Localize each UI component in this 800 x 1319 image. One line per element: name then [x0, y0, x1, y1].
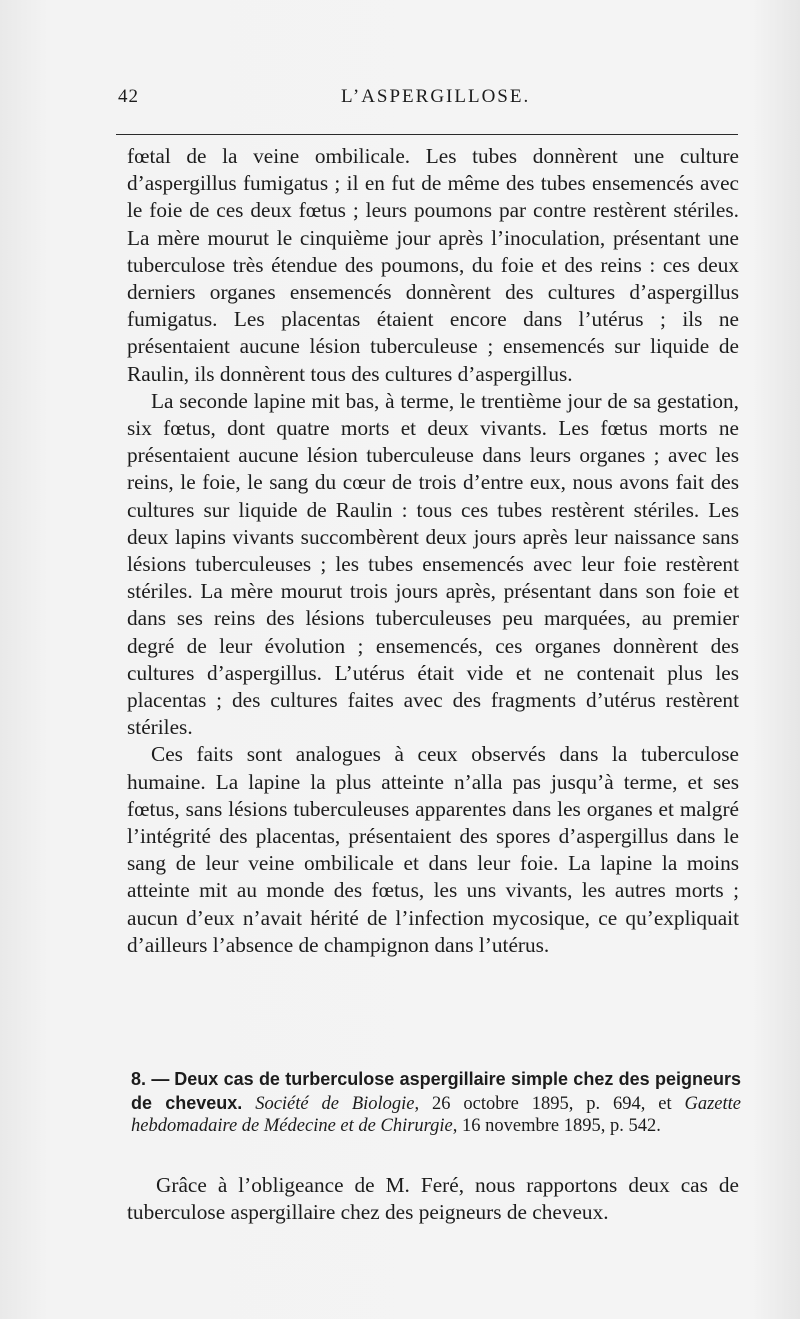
journal-detail-2: , 16 novembre 1895, p. 542. — [452, 1116, 661, 1136]
header-rule — [116, 134, 738, 135]
page-number: 42 — [118, 86, 139, 107]
page-header — [118, 86, 738, 116]
running-title: L’ASPERGILLOSE. — [341, 86, 531, 107]
journal-name-2: Gazette hebdomadaire de Médecine et de Chirurgie — [131, 1093, 742, 1136]
bibliography-entry — [131, 1068, 741, 1138]
journal-name-1: Société de Biologie — [255, 1093, 415, 1114]
journal-detail-1: , 26 octobre 1895, p. 694, et — [414, 1093, 672, 1114]
paragraph-3: Ces faits sont analogues à ceux observés dans la tuberculose humaine. La lapine la plus atteinte n’alla pas jusqu’à terme, et ses fœtus, sans lésions tuberculeuses apparentes dans les organes et malgré l’intégrité des placentas, présentaient des spores d’aspergillus dans le sang de leur veine ombilicale et dans leur foie. La lapine la moins atteinte mit au monde des fœtus, les uns vivants, les autres morts ; aucun d’eux n’avait hérité de l’infection mycosique, ce qu’expliquait d’ailleurs l’absence de champignon dans l’utérus. — [127, 742, 739, 957]
closing-text — [127, 1172, 739, 1226]
paragraph-2: La seconde lapine mit bas, à terme, le trentième jour de sa gestation, six fœtus, dont quatre morts et deux vivants. Les fœtus morts ne présentaient aucune lésion tuberculeuse dans leurs organes ; avec les reins, le foie, le sang du cœur de trois d’entre eux, nous avons fait des cultures sur liquide de Raulin : tous ces tubes restèrent stériles. Les deux lapins vivants succombèrent deux jours après leur naissance sans lésions tuberculeuses ; les tubes ensemencés avec leur foie restèrent stériles. La mère mourut trois jours après, présentant dans son foie et dans ses reins des lésions tuberculeuses peu marquées, au premier degré de leur évolution ; ensemencés, ces organes donnèrent des cultures d’aspergillus. L’utérus était vide et ne contenait plus les placentas ; des cultures faites avec des fragments d’utérus restèrent stériles. — [127, 388, 739, 740]
entry-title: Deux cas de turberculose aspergillaire simple chez des peigneurs de cheveux. — [131, 1069, 741, 1113]
closing-paragraph: Grâce à l’obligeance de M. Feré, nous rapportons deux cas de tuberculose aspergillaire chez des peigneurs de cheveux. — [127, 1173, 739, 1224]
paragraph-1: fœtal de la veine ombilicale. Les tubes donnèrent une culture d’aspergillus fumigatus ; il en fut de même des tubes ensemencés avec le foie de ces deux fœtus ; leurs poumons par contre restèrent stériles. La mère mourut le cinquième jour après l’inoculation, présentant une tuberculose très étendue des poumons, du foie et des reins : ces deux derniers organes ensemencés donnèrent des cultures d’aspergillus fumigatus. Les placentas étaient encore dans l’utérus ; ils ne présentaient aucune lésion tuberculeuse ; ensemencés sur liquide de Raulin, ils donnèrent tous des cultures d’aspergillus. — [127, 144, 739, 386]
entry-number: 8. — — [131, 1069, 170, 1089]
main-text — [127, 143, 739, 959]
